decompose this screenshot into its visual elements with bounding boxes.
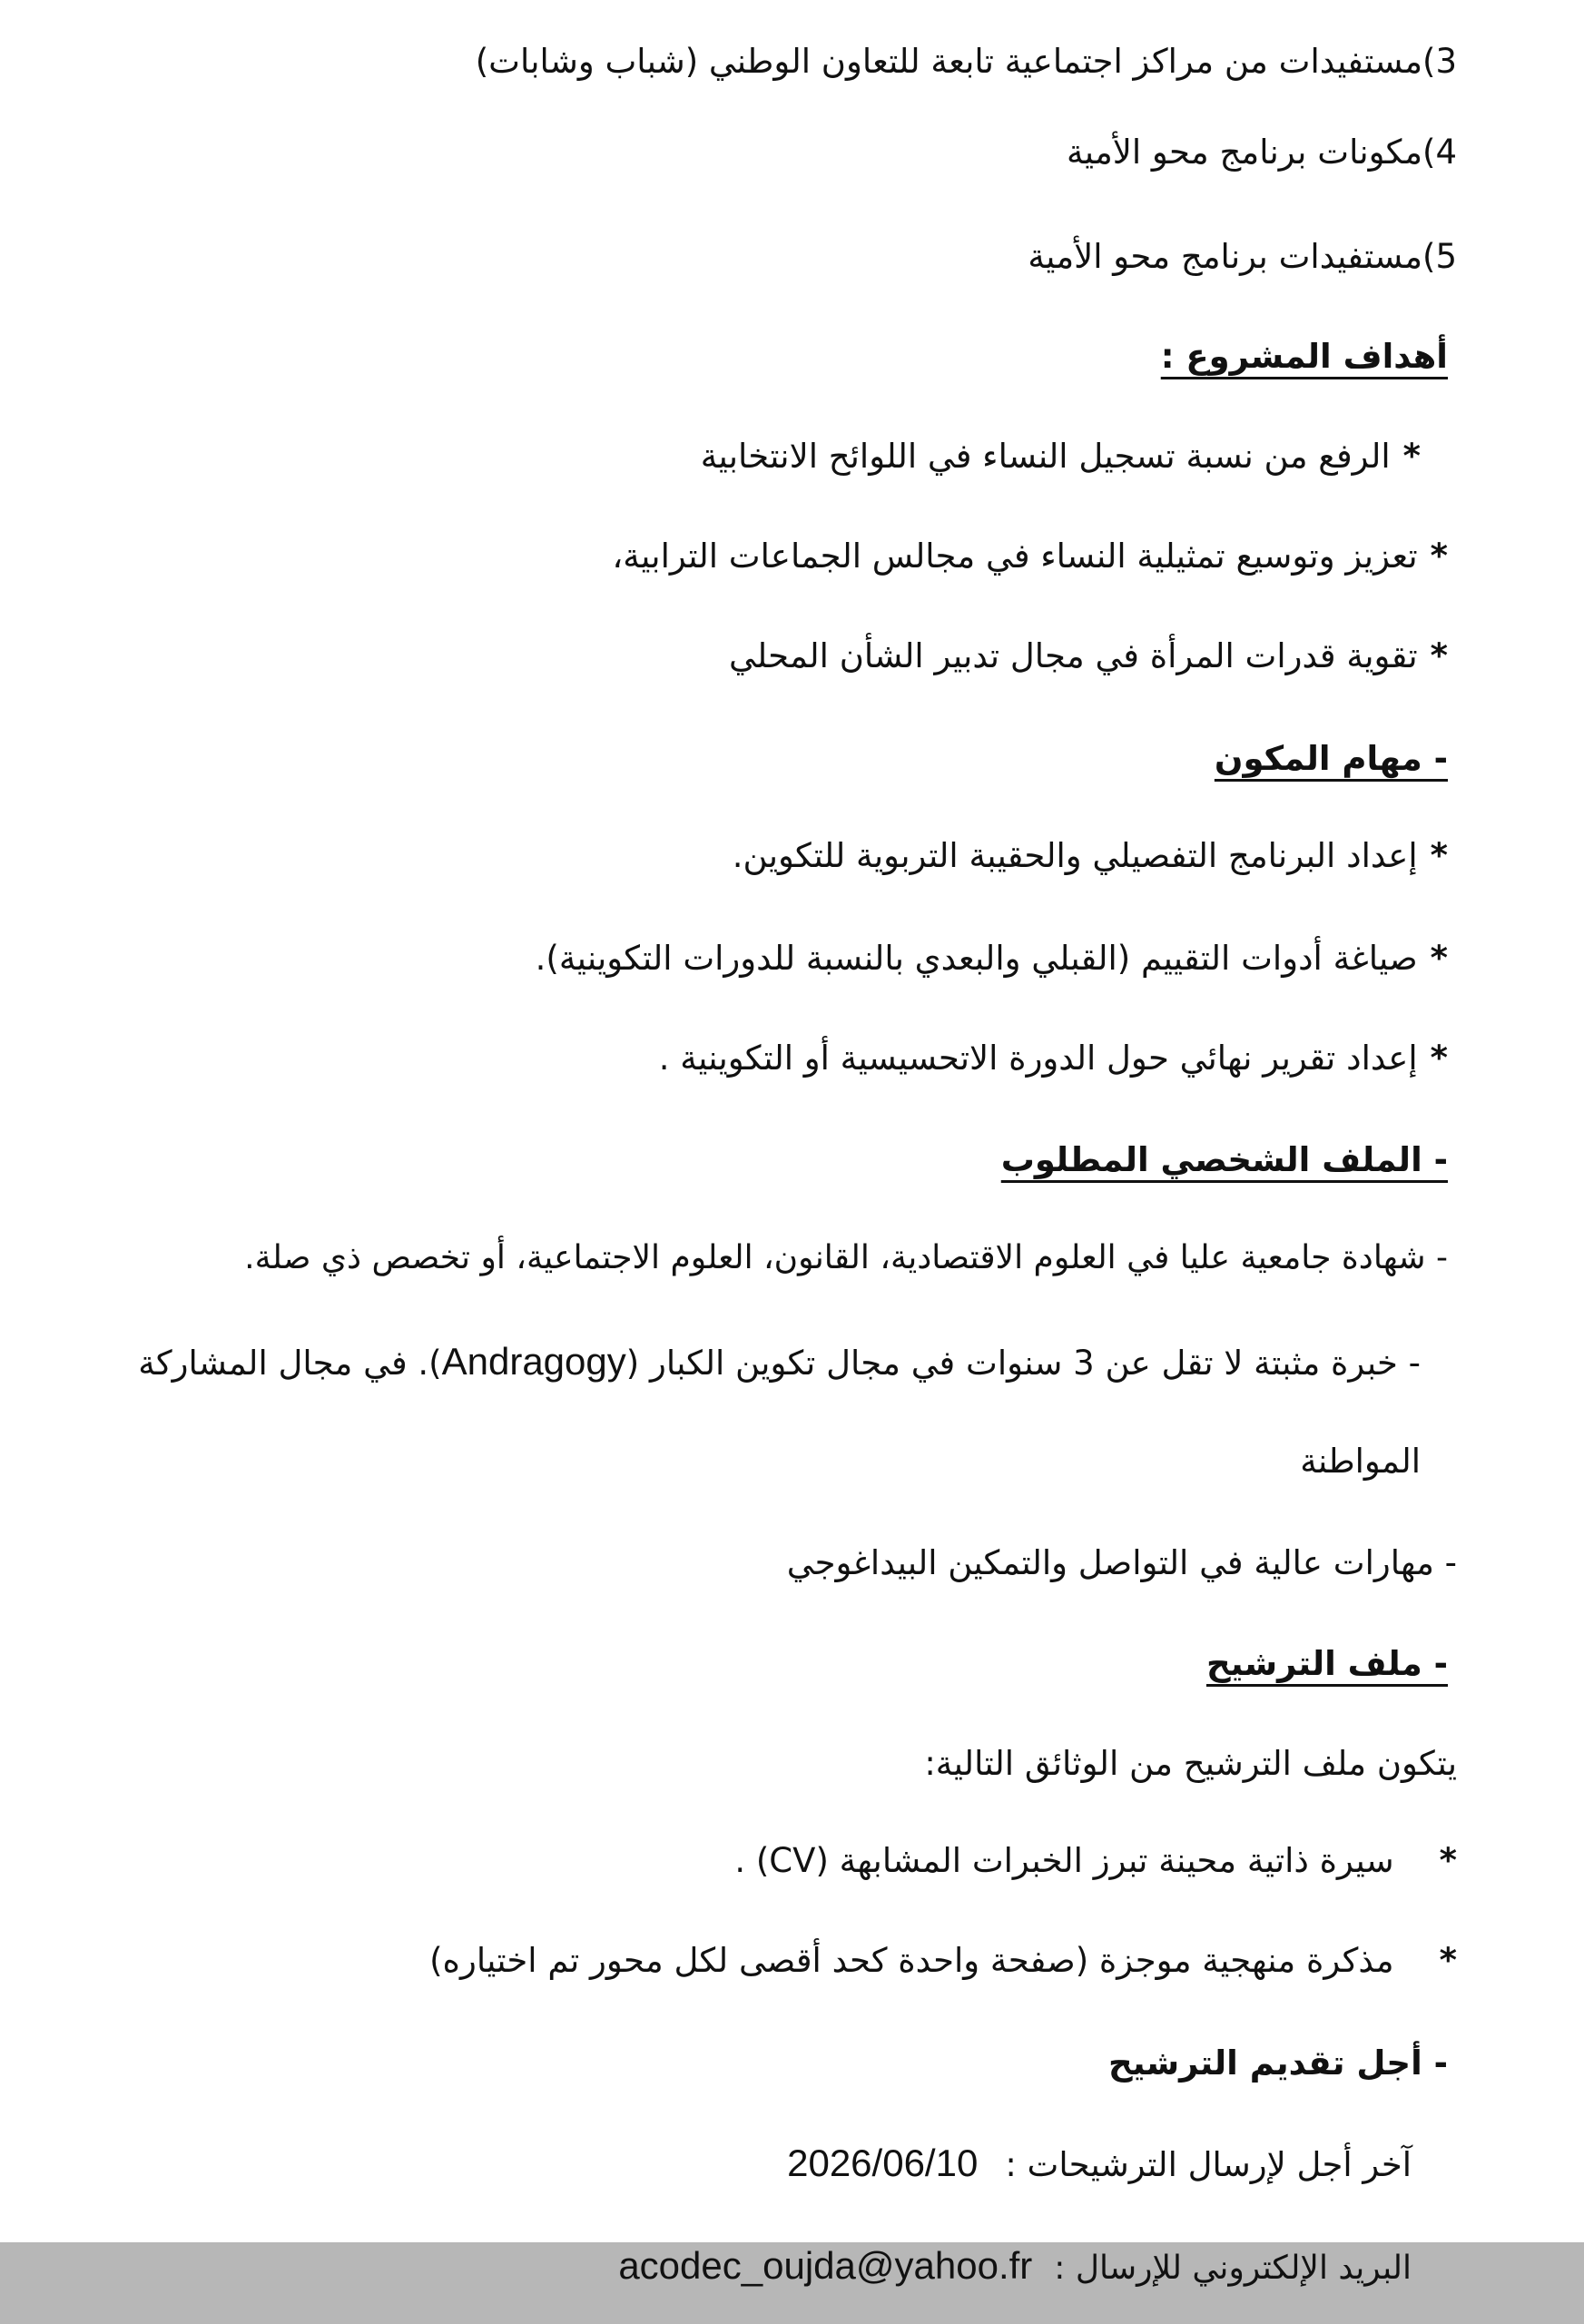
bullet-star-icon: * (1430, 939, 1448, 978)
bullet-star-icon: * (1439, 1941, 1457, 1980)
deadline-heading: - أجل تقديم الترشيح (1107, 2043, 1448, 2083)
bullet-star-icon: * (1402, 437, 1421, 476)
application-file-intro: يتكون ملف الترشيح من الوثائق التالية: (924, 1744, 1457, 1783)
objective-bullet-3: *تقوية قدرات المرأة في مجال تدبير الشأن المحلي (729, 631, 1448, 682)
bullet-star-icon: * (1430, 537, 1448, 576)
contact-email[interactable]: acodec_oujda@yahoo.fr (618, 2244, 1033, 2287)
objective-bullet-2: *تعزيز وتوسيع تمثيلية النساء في مجالس الجماعات الترابية، (612, 531, 1448, 582)
profile-line-1: - شهادة جامعية عليا في العلوم الاقتصادية، القانون، العلوم الاجتماعية، أو تخصص ذي صلة. (244, 1239, 1448, 1276)
profile-line-3: - مهارات عالية في التواصل والتمكين البيداغوجي (786, 1543, 1457, 1582)
list-item-5: 5)مستفيدات برنامج محو الأمية (1028, 237, 1457, 276)
task-bullet-1: *إعداد البرنامج التفصيلي والحقيبة التربوية للتكوين. (733, 831, 1448, 881)
bullet-star-icon: * (1430, 836, 1448, 875)
profile-line-2: - خبرة مثبتة لا تقل عن 3 سنوات في مجال تكوين الكبار (Andragogy). في مجال المشاركة (138, 1340, 1421, 1383)
profile-line-2-continuation: المواطنة (1300, 1442, 1421, 1481)
deadline-label: آخر أجل لإرسال الترشيحات : (1005, 2145, 1412, 2184)
trainer-tasks-heading: - مهام المكون (1214, 739, 1448, 778)
objective-bullet-1: *الرفع من نسبة تسجيل النساء في اللوائح الانتخابية (701, 431, 1421, 482)
application-bullet-2: *مذكرة منهجية موجزة (صفحة واحدة كحد أقصى لكل محور تم اختياره) (429, 1935, 1457, 1986)
task-bullet-2: *صياغة أدوات التقييم (القبلي والبعدي بالنسبة للدورات التكوينية). (536, 933, 1448, 984)
bullet-star-icon: * (1439, 1841, 1457, 1880)
application-bullet-1: *سيرة ذاتية محينة تبرز الخبرات المشابهة (CV) . (734, 1836, 1457, 1886)
list-item-4: 4)مكونات برنامج محو الأمية (1066, 133, 1457, 172)
list-item-3: 3)مستفيدات من مراكز اجتماعية تابعة للتعاون الوطني (شباب وشابات) (475, 42, 1457, 81)
contact-label: البريد الإلكتروني للإرسال : (1054, 2250, 1412, 2287)
deadline-date: 2026/06/10 (787, 2142, 979, 2184)
objectives-heading: أهداف المشروع : (1160, 337, 1448, 376)
deadline-line (787, 2138, 1412, 2191)
profile-heading: - الملف الشخصي المطلوب (1000, 1140, 1448, 1179)
bullet-star-icon: * (1430, 1039, 1448, 1078)
task-bullet-3: *إعداد تقرير نهائي حول الدورة الاتحسيسية أو التكوينية . (659, 1033, 1448, 1084)
contact-line (618, 2240, 1412, 2294)
bullet-star-icon: * (1430, 636, 1448, 675)
application-file-heading: - ملف الترشيح (1205, 1644, 1448, 1683)
